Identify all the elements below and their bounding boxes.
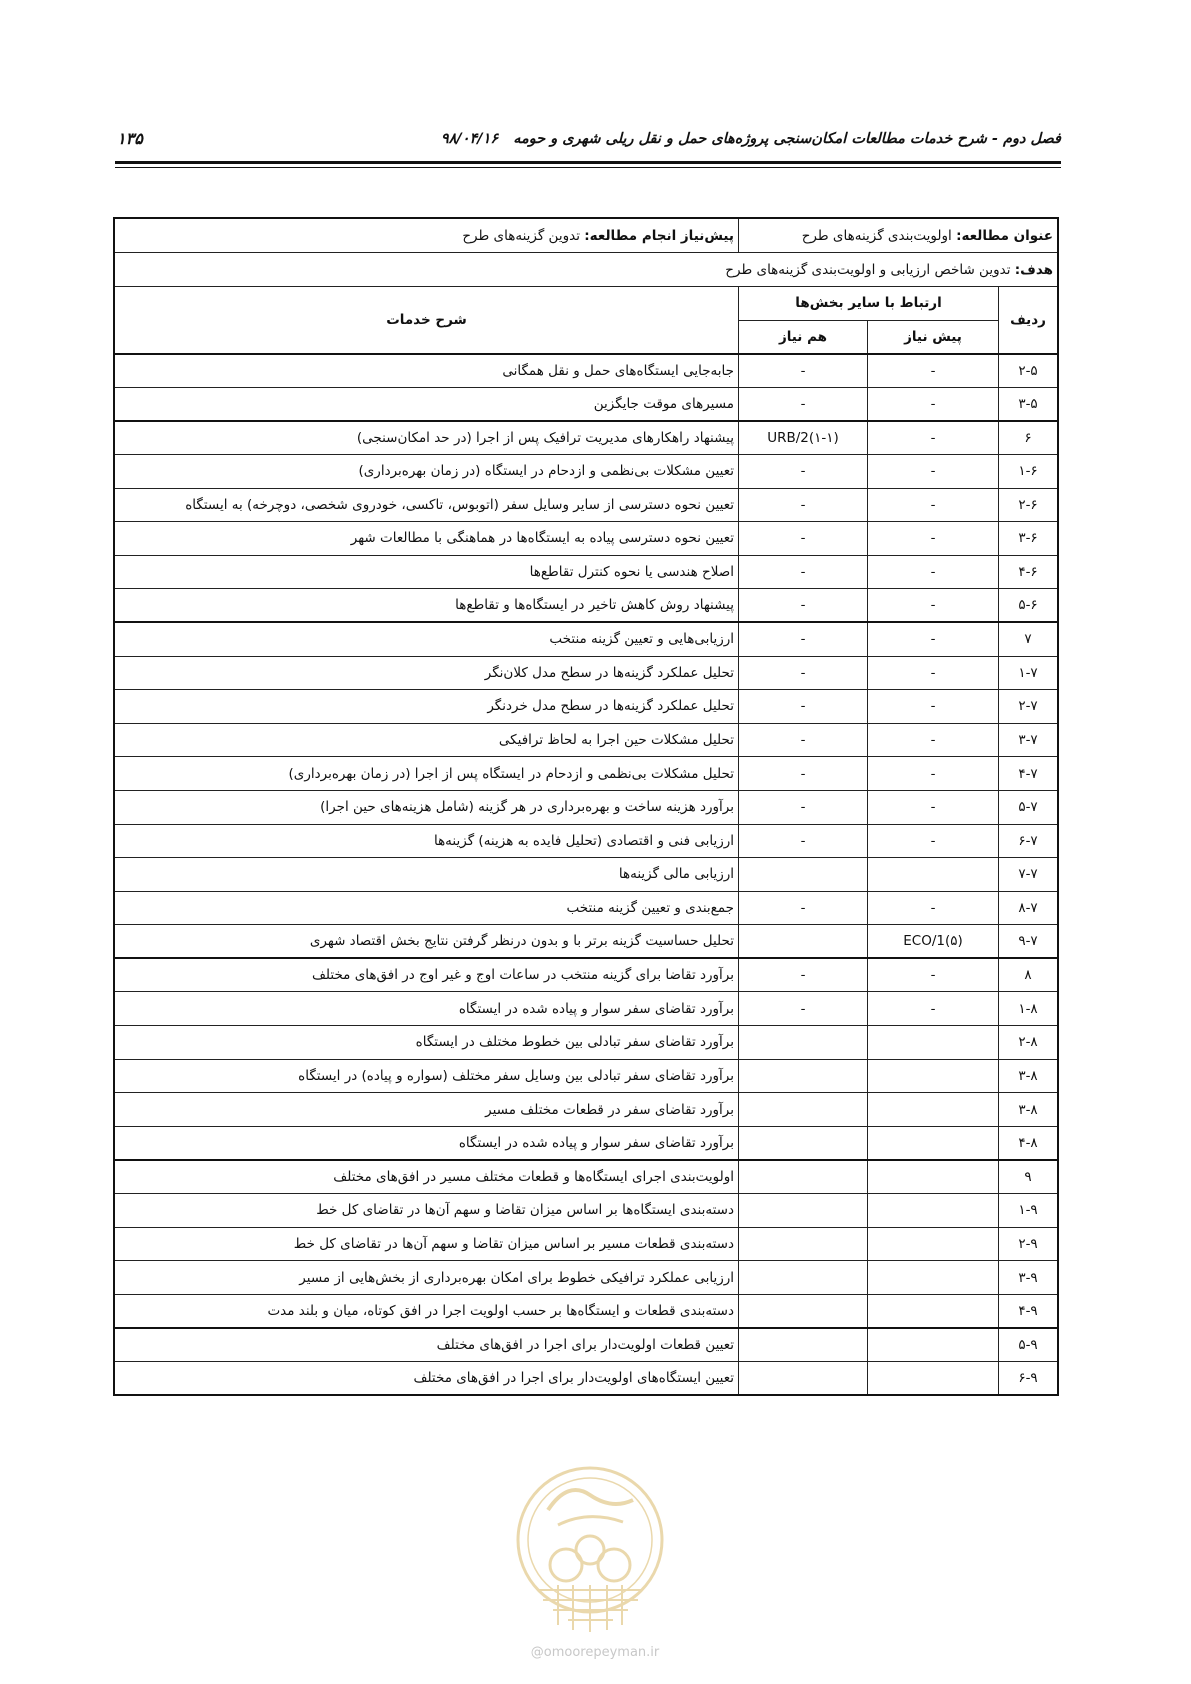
table-row [114,656,1058,690]
header-rule-thin [115,167,1061,168]
table-row [114,891,1058,925]
table-row [114,925,1058,959]
prerequisite-cell: - [868,387,999,421]
description-cell: تعیین نحوه دسترسی پیاده به ایستگاه‌ها در هماهنگی با مطالعات شهر [114,522,739,556]
table-row [114,1227,1058,1261]
row-number-cell: ۱-۹ [999,1194,1059,1228]
page-number: ۱۳۵ [117,129,143,148]
prerequisite-cell [868,1093,999,1127]
table-row [114,522,1058,556]
col-header-corequisite: هم نیاز [739,320,868,354]
corequisite-cell: - [739,354,868,388]
prerequisite-cell [868,1194,999,1228]
table-row [114,488,1058,522]
corequisite-cell: - [739,488,868,522]
row-number-cell: ۳-۶ [999,522,1059,556]
prerequisite-cell [868,1126,999,1160]
corequisite-cell [739,1194,868,1228]
prerequisite-cell [868,858,999,892]
row-number-cell: ۴-۸ [999,1126,1059,1160]
corequisite-cell: - [739,992,868,1026]
corequisite-cell: - [739,622,868,656]
corequisite-cell: - [739,656,868,690]
corequisite-cell: - [739,387,868,421]
description-cell: تعیین نحوه دسترسی از سایر وسایل سفر (اتوبوس، تاکسی، خودروی شخصی، دوچرخه) به ایستگاه [114,488,739,522]
prerequisite-cell: - [868,354,999,388]
corequisite-cell: - [739,723,868,757]
table-row [114,1093,1058,1127]
row-number-cell: ۸-۷ [999,891,1059,925]
table-row [114,723,1058,757]
row-number-cell: ۷ [999,622,1059,656]
table-row [114,589,1058,623]
corequisite-cell: - [739,891,868,925]
prerequisite-cell [868,1328,999,1362]
description-cell: تعیین ایستگاه‌های اولویت‌دار برای اجرا در افق‌های مختلف [114,1362,739,1396]
header-date: ۹۸/۰۴/۱۶ [440,131,499,147]
table-row [114,1194,1058,1228]
row-number-cell: ۳-۷ [999,723,1059,757]
table-row [114,858,1058,892]
table-row [114,690,1058,724]
description-cell: ارزیابی فنی و اقتصادی (تحلیل فایده به هزینه) گزینه‌ها [114,824,739,858]
table-row [114,1160,1058,1194]
goal-label: هدف: [1014,261,1053,278]
row-number-cell: ۹-۷ [999,925,1059,959]
description-cell: جابه‌جایی ایستگاه‌های حمل و نقل همگانی [114,354,739,388]
table-row [114,555,1058,589]
row-number-cell: ۱-۸ [999,992,1059,1026]
description-cell: دسته‌بندی قطعات و ایستگاه‌ها بر حسب اولویت اجرا در افق کوتاه، میان و بلند مدت [114,1294,739,1328]
description-cell: اصلاح هندسی یا نحوه کنترل تقاطع‌ها [114,555,739,589]
page-header [115,127,1061,151]
prereq-cell [114,218,739,253]
row-number-cell: ۳-۹ [999,1261,1059,1295]
description-cell: اولویت‌بندی اجرای ایستگاه‌ها و قطعات مختلف مسیر در افق‌های مختلف [114,1160,739,1194]
services-table [113,217,1059,1396]
corequisite-cell [739,925,868,959]
corequisite-cell [739,1160,868,1194]
corequisite-cell [739,1227,868,1261]
prerequisite-cell: - [868,992,999,1026]
corequisite-cell: - [739,690,868,724]
row-number-cell: ۶-۷ [999,824,1059,858]
row-number-cell: ۹ [999,1160,1059,1194]
row-number-cell: ۱-۶ [999,454,1059,488]
prerequisite-cell [868,1026,999,1060]
description-cell: برآورد تقاضای سفر سوار و پیاده شده در ایستگاه [114,1126,739,1160]
prerequisite-cell [868,1294,999,1328]
corequisite-cell: - [739,454,868,488]
prerequisite-cell [868,1160,999,1194]
table-row [114,757,1058,791]
description-cell: تحلیل حساسیت گزینه برتر با و بدون درنظر گرفتن نتایج بخش اقتصاد شهری [114,925,739,959]
table-row [114,1126,1058,1160]
description-cell: تعیین قطعات اولویت‌دار برای اجرا در افق‌های مختلف [114,1328,739,1362]
header-rule-thick [115,161,1061,164]
corequisite-cell: - [739,522,868,556]
prerequisite-cell: - [868,421,999,455]
row-number-cell: ۳-۸ [999,1093,1059,1127]
row-number-cell: ۲-۸ [999,1026,1059,1060]
study-title-value: اولویت‌بندی گزینه‌های طرح [801,227,952,244]
description-cell: تحلیل عملکرد گزینه‌ها در سطح مدل خردنگر [114,690,739,724]
table-row [114,1328,1058,1362]
watermark-handle: @omoorepeyman.ir [530,1645,660,1660]
row-number-cell: ۲-۶ [999,488,1059,522]
corequisite-cell: - [739,555,868,589]
prerequisite-cell: - [868,757,999,791]
table-row [114,387,1058,421]
prerequisite-cell: - [868,589,999,623]
row-number-cell: ۶-۹ [999,1362,1059,1396]
row-number-cell: ۲-۹ [999,1227,1059,1261]
prerequisite-cell [868,1059,999,1093]
corequisite-cell [739,1362,868,1396]
corequisite-cell: - [739,824,868,858]
prerequisite-cell [868,1227,999,1261]
description-cell: جمع‌بندی و تعیین گزینه منتخب [114,891,739,925]
description-cell: برآورد هزینه ساخت و بهره‌برداری در هر گزینه (شامل هزینه‌های حین اجرا) [114,790,739,824]
row-number-cell: ۳-۸ [999,1059,1059,1093]
study-title-cell [739,218,1059,253]
prerequisite-cell: - [868,622,999,656]
row-number-cell: ۳-۵ [999,387,1059,421]
table-row [114,790,1058,824]
goal-value: تدوین شاخص ارزیابی و اولویت‌بندی گزینه‌های طرح [725,261,1011,278]
description-cell: تعیین مشکلات بی‌نظمی و ازدحام در ایستگاه (در زمان بهره‌برداری) [114,454,739,488]
goal-row [114,253,1058,287]
prerequisite-cell: - [868,891,999,925]
row-number-cell: ۴-۶ [999,555,1059,589]
corequisite-cell: URB/2(۱-۱) [739,421,868,455]
prerequisite-cell: - [868,488,999,522]
prerequisite-cell: - [868,958,999,992]
description-cell: برآورد تقاضای سفر سوار و پیاده شده در ایستگاه [114,992,739,1026]
description-cell: ارزیابی‌هایی و تعیین گزینه منتخب [114,622,739,656]
corequisite-cell [739,858,868,892]
corequisite-cell: - [739,589,868,623]
prerequisite-cell [868,1261,999,1295]
description-cell: تحلیل عملکرد گزینه‌ها در سطح مدل کلان‌نگر [114,656,739,690]
chapter-title-text: فصل دوم - شرح خدمات مطالعات امکان‌سنجی پروژه‌های حمل و نقل ریلی شهری و حومه [513,131,1061,147]
goal-cell [114,253,1058,287]
description-cell: برآورد تقاضا برای گزینه منتخب در ساعات اوج و غیر اوج در افق‌های مختلف [114,958,739,992]
corequisite-cell: - [739,757,868,791]
table-row [114,824,1058,858]
description-cell: برآورد تقاضای سفر در قطعات مختلف مسیر [114,1093,739,1127]
corequisite-cell: - [739,790,868,824]
table-row [114,1059,1058,1093]
prerequisite-cell: - [868,656,999,690]
study-title-row [114,218,1058,253]
watermark-logo [508,1440,673,1645]
table-row [114,992,1058,1026]
table-row [114,1362,1058,1396]
description-cell: دسته‌بندی ایستگاه‌ها بر اساس میزان تقاضا و سهم آن‌ها در تقاضای کل خط [114,1194,739,1228]
prereq-value: تدوین گزینه‌های طرح [462,227,580,244]
description-cell: مسیرهای موقت جایگزین [114,387,739,421]
prerequisite-cell [868,1362,999,1396]
col-header-prerequisite: پیش نیاز [868,320,999,354]
row-number-cell: ۷-۷ [999,858,1059,892]
prerequisite-cell: - [868,690,999,724]
row-number-cell: ۲-۵ [999,354,1059,388]
table-row [114,421,1058,455]
study-title-label: عنوان مطالعه: [956,227,1053,244]
prerequisite-cell: - [868,522,999,556]
prerequisite-cell: ECO/1(۵) [868,925,999,959]
description-cell: پیشنهاد راهکارهای مدیریت ترافیک پس از اجرا (در حد امکان‌سنجی) [114,421,739,455]
prerequisite-cell: - [868,723,999,757]
row-number-cell: ۴-۹ [999,1294,1059,1328]
corequisite-cell [739,1261,868,1295]
prerequisite-cell: - [868,555,999,589]
row-number-cell: ۵-۶ [999,589,1059,623]
row-number-cell: ۶ [999,421,1059,455]
row-number-cell: ۴-۷ [999,757,1059,791]
prerequisite-cell: - [868,790,999,824]
corequisite-cell: - [739,958,868,992]
corequisite-cell [739,1026,868,1060]
description-cell: برآورد تقاضای سفر تبادلی بین وسایل سفر مختلف (سواره و پیاده) در ایستگاه [114,1059,739,1093]
table-row [114,354,1058,388]
description-cell: تحلیل مشکلات بی‌نظمی و ازدحام در ایستگاه پس از اجرا (در زمان بهره‌برداری) [114,757,739,791]
prereq-label: پیش‌نیاز انجام مطالعه: [584,227,734,244]
table-row [114,622,1058,656]
description-cell: پیشنهاد روش کاهش تاخیر در ایستگاه‌ها و تقاطع‌ها [114,589,739,623]
description-cell: تحلیل مشکلات حین اجرا به لحاظ ترافیکی [114,723,739,757]
prerequisite-cell: - [868,824,999,858]
table-row [114,1026,1058,1060]
description-cell: برآورد تقاضای سفر تبادلی بین خطوط مختلف در ایستگاه [114,1026,739,1060]
table-row [114,1294,1058,1328]
corequisite-cell [739,1328,868,1362]
table-row [114,1261,1058,1295]
corequisite-cell [739,1126,868,1160]
table-row [114,454,1058,488]
row-number-cell: ۸ [999,958,1059,992]
description-cell: دسته‌بندی قطعات مسیر بر اساس میزان تقاضا و سهم آن‌ها در تقاضای کل خط [114,1227,739,1261]
corequisite-cell [739,1294,868,1328]
column-header-row-1 [114,287,1058,321]
row-number-cell: ۵-۹ [999,1328,1059,1362]
corequisite-cell [739,1093,868,1127]
col-header-row: ردیف [999,287,1059,354]
description-cell: ارزیابی عملکرد ترافیکی خطوط برای امکان بهره‌برداری از بخش‌هایی از مسیر [114,1261,739,1295]
chapter-title [441,131,1061,147]
corequisite-cell [739,1059,868,1093]
row-number-cell: ۱-۷ [999,656,1059,690]
table-row [114,958,1058,992]
row-number-cell: ۲-۷ [999,690,1059,724]
row-number-cell: ۵-۷ [999,790,1059,824]
prerequisite-cell: - [868,454,999,488]
col-header-relation: ارتباط با سایر بخش‌ها [739,287,999,321]
col-header-description: شرح خدمات [114,287,739,354]
description-cell: ارزیابی مالی گزینه‌ها [114,858,739,892]
